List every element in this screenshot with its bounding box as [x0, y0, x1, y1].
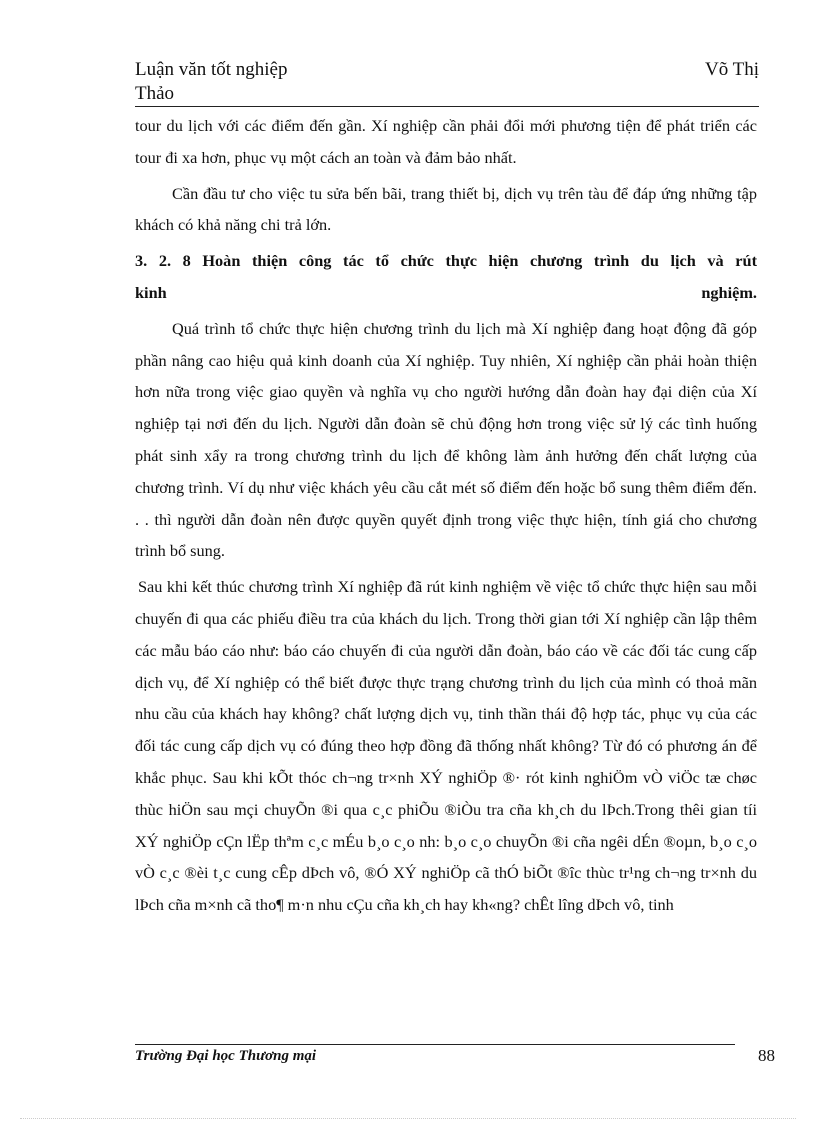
footer-school-name: Trường Đại học Thương mại	[135, 1048, 317, 1064]
section-heading-line1: 3. 2. 8 Hoàn thiện công tác tổ chức thực hiện chương trình du lịch và rút	[135, 251, 757, 271]
paragraph-continuation: tour du lịch với các điểm đến gần. Xí nghiệp cần phải đổi mới phương tiện để phát triển các tour đi xa hơn, phục vụ một cách an toàn và đảm bảo nhất.	[135, 116, 757, 167]
header-divider	[135, 106, 759, 107]
header-author-name: Võ Thị	[704, 59, 759, 80]
page-footer	[135, 1048, 775, 1065]
header-thesis-title: Luận văn tốt nghiệp	[135, 59, 288, 80]
page-body	[135, 110, 757, 921]
footer-divider	[135, 1044, 735, 1045]
section-heading	[135, 245, 757, 309]
section-heading-word-right: nghiệm.	[701, 282, 757, 302]
page-number: 88	[758, 1046, 775, 1065]
header-author-continuation: Thảo	[135, 83, 175, 104]
section-heading-line2	[135, 277, 757, 309]
paragraph-investment: Cần đầu tư cho việc tu sửa bến bãi, trang thiết bị, dịch vụ trên tàu để đáp ứng những tập khách có khả năng chi trả lớn.	[135, 183, 757, 235]
paragraph-lessons-learned: Sau khi kết thúc chương trình Xí nghiệp đã rút kinh nghiệm về việc tổ chức thực hiện sau mỗi chuyến đi qua các phiếu điều tra của khách du lịch. Trong thời gian tới Xí nghiệp cần lập thêm các mẫu báo cáo như: báo cáo chuyến đi của người dẫn đoàn, báo cáo về các đối tác cung cấp dịch vụ, để Xí nghiệp có thể biết được thực trạng chương trình du lịch của mình có thoả mãn nhu cầu của khách hay không? chất lượng dịch vụ, tinh thần thái độ hợp tác, phục vụ của các đối tác cung cấp dịch vụ có đúng theo hợp đồng đã thống nhất không? Từ đó có phương án để khắc phục. Sau khi kÕt thóc ch¬ng tr×nh XÝ nghiÖp ®· rót kinh nghiÖm vÒ viÖc tæ chøc thùc hiÖn sau mçi chuyÕn ®i qua c¸c phiÕu ®iÒu tra cña kh¸ch du lÞch.Trong thêi gian tíi XÝ nghiÖp cÇn lËp thªm c¸c mÉu b¸o c¸o nh: b¸o c¸o chuyÕn ®i cña ngêi dÉn ®oµn, b¸o c¸o vÒ c¸c ®èi t¸c cung cÊp dÞch vô, ®Ó XÝ nghiÖp cã thÓ biÕt ®îc thùc tr¹ng ch¬ng tr×nh du lÞch cña m×nh cã tho¶ m·n nhu cÇu cña kh¸ch hay kh«ng? chÊt lîng dÞch vô, tinh	[135, 577, 757, 915]
page-bottom-border	[20, 1118, 796, 1119]
page-header	[135, 58, 759, 104]
paragraph-organization-process: Quá trình tổ chức thực hiện chương trình du lịch mà Xí nghiệp đang hoạt động đã góp phần nâng cao hiệu quả kinh doanh của Xí nghiệp. Tuy nhiên, Xí nghiệp cần phải hoàn thiện hơn nữa trong việc giao quyền và nghĩa vụ cho người hướng dẫn đoàn hay đại diện của Xí nghiệp tại nơi đến du lịch. Người dẫn đoàn sẽ chủ động hơn trong việc sử lý các tình huống phát sinh xẩy ra trong chương trình du lịch để không làm ảnh hưởng đến chất lượng của chương trình. Ví dụ như việc khách yêu cầu cắt mét số điểm đến hoặc bổ sung thêm điểm đến. . . thì người dẫn đoàn nên được quyền quyết định trong việc thực hiện, tính giá cho chương trình bổ sung.	[135, 318, 757, 561]
section-heading-word-left: kinh	[135, 282, 167, 302]
